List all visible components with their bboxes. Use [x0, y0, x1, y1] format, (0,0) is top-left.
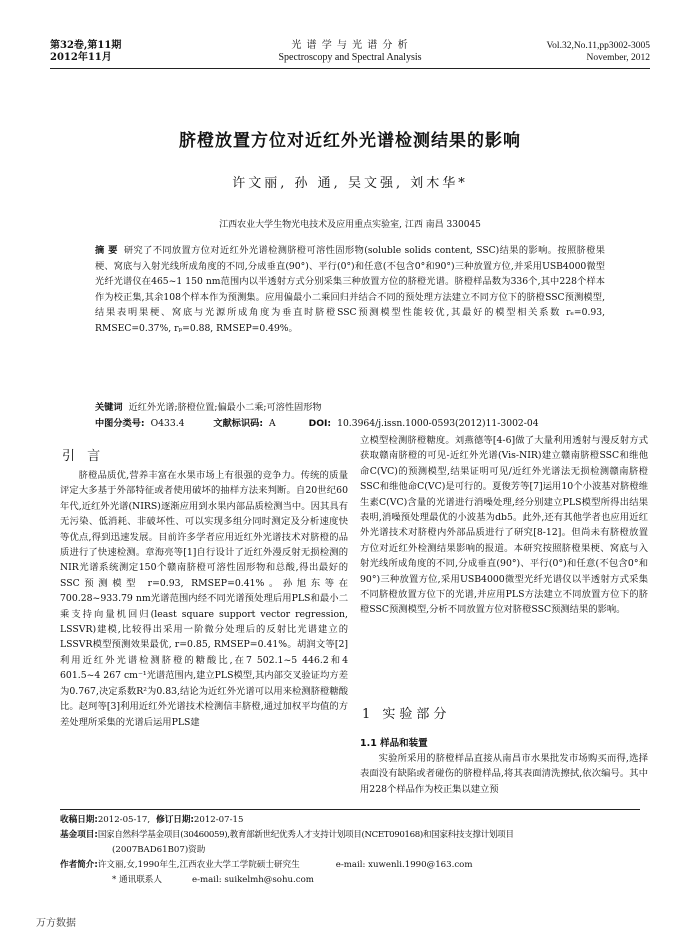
keywords-label: 关键词	[95, 402, 123, 413]
fund-line-2: (2007BAD61B07)资助	[112, 845, 206, 855]
keywords	[95, 401, 615, 414]
clc-label: 中图分类号:	[95, 418, 145, 429]
section1-heading: 1 实验部分	[362, 707, 451, 722]
header-rule	[50, 68, 650, 69]
intro-right-column	[360, 433, 648, 618]
footnote-contact	[60, 873, 650, 888]
watermark: 万方数据	[36, 918, 76, 929]
section1-1-heading: 1.1 样品和装置	[360, 738, 428, 749]
header-journal-cn: 光 谱 学 与 光 谱 分 析	[291, 40, 409, 51]
header-volume-en: Vol.32,No.11,pp3002-3005	[546, 41, 650, 51]
header-date-cn: 2012年11月	[50, 52, 112, 63]
paper-title: 脐橙放置方位对近红外光谱检测结果的影响	[179, 131, 521, 151]
abstract-label: 摘 要	[95, 245, 118, 256]
header-volume-cn: 第32卷,第11期	[50, 40, 122, 51]
footnote-fund	[60, 828, 650, 843]
classification-line	[95, 417, 615, 430]
contact-email: e-mail: suikelmh@sohu.com	[192, 875, 314, 885]
footnote-author	[60, 858, 650, 873]
header-journal-en: Spectroscopy and Spectral Analysis	[278, 52, 422, 63]
received-label: 收稿日期:	[60, 815, 98, 825]
intro-right-paragraph: 立模型检测脐橙糖度。刘燕德等[4-6]做了大量利用透射与漫反射方式获取赣南脐橙的可见-近红外光谱(Vis-NIR)建立赣南脐橙SSC和维他命C(VC)的预测模型,结果证明可见/近红外光谱法无损检测赣南脐橙SSC和维他命C(VC)是可行的。夏俊芳等[7]运用10个小波基对脐橙维生素C(VC)含量的光谱进行消噪处理,经分别建立PLS模型所得出结果表明,消噪预处理最优的小波基为db5。此外,还有其他学者也应用近红外光谱技术对脐橙内外部品质进行了研究[8-12]。但尚未有脐橙放置方位对近红外检测结果影响的报道。本研究按照脐橙果梗、窝底与入射光线所成角度的不同,分成垂直(90°)、平行(0°)和任意(不包含0°和90°)三种放置方位,采用USB4000微型光纤光谱仪以半透射方式采集不同脐橙放置方位下的光谱,并应用PLS方法建立不同放置方位下的脐橙SSC预测模型,分析不同放置方位对脐橙SSC预测结果的影响。	[360, 435, 648, 616]
intro-left-column	[60, 468, 348, 730]
footnotes	[60, 813, 650, 888]
keywords-text: 近红外光谱;脐橙位置;偏最小二乘;可溶性固形物	[128, 402, 322, 413]
received-date: 2012-05-17,	[97, 815, 151, 825]
intro-left-paragraph: 脐橙品质优,营养丰富在水果市场上有很强的竞争力。传统的质量评定大多基于外部特征或者使用破坏的抽样方法来判断。自20世纪60年代,近红外光谱(NIRS)逐渐应用到水果内部品质检测当中。因其具有无污染、低消耗、非破坏性、可以实现多组分同时测定及分析速度快等优点,得到迅速发展。目前许多学者应用近红外光谱技术对脐橙的品质进行了快速检测。章海亮等[1]自行设计了近红外漫反射无损检测的NIR光谱系统测定150个赣南脐橙可溶性固形物和总酸,得出最好的SSC预测模型 r=0.93, RMSEP=0.41%。孙旭东等在700.28~933.79 nm光谱范围内经不同光谱预处理后用PLS和最小二乘支持向量机回归(least square support vector regression, LSSVR)建模,比较得出采用一阶微分处理后的反射比光谱建立的LSSVR模型预测效果最优, r=0.85, RMSEP=0.41%。胡润文等[2]利用近红外光谱检测脐橙的糖酸比,在7 502.1~5 446.2和4 601.5~4 267 cm⁻¹光谱范围内,建立PLS模型,其内部交叉验证均方差为0.767,决定系数R²为0.83,结论为近红外光谱可以用来检测脐橙糖酸比。赵珂等[3]利用近红外光谱技术检测信丰脐橙,通过加权平均值的方差处理所采集的光谱后运用PLS建	[60, 470, 348, 728]
abstract-text: 研究了不同放置方位对近红外光谱检测脐橙可溶性固形物(soluble solids content, SSC)结果的影响。按照脐橙果梗、窝底与入射光线所成角度的不同,分成垂直(90°)、平行(0°)和任意(不包含0°和90°)三种放置方位,并采用USB4000微型光纤光谱仪在465~1 150 nm范围内以半透射方式分别采集三种放置方位的脐橙光谱。脐橙样品数为336个,其中228个样本作为校正集,其余108个样本作为预测集。应用偏最小二乘回归并结合不同的预处理方法建立不同方位下的脐橙SSC预测模型,结果表明果梗、窝底与光源所成角度为垂直时脐橙SSC预测模型性能较优,其最好的模型相关系数 rₑ=0.93, RMSEC=0.37%, rₚ=0.88, RMSEP=0.49%。	[95, 245, 605, 334]
footnote-rule	[60, 809, 640, 810]
doc-code-value: A	[269, 418, 276, 429]
clc-value: O433.4	[150, 418, 185, 429]
author-text: 许文丽,女,1990年生,江西农业大学工学院硕士研究生	[97, 860, 300, 870]
contact-label: * 通讯联系人	[112, 875, 162, 885]
abstract	[95, 243, 605, 336]
intro-heading: 引 言	[62, 449, 105, 464]
fund-label: 基金项目:	[60, 830, 98, 840]
authors: 许文丽, 孙 通, 吴文强, 刘木华*	[232, 176, 468, 191]
footnote-dates	[60, 813, 650, 828]
section1-1-column	[360, 751, 648, 797]
fund-line-1: 国家自然科学基金项目(30460059),教育部新世纪优秀人才支持计划项目(NCET090168)和国家科技支撑计划项目	[97, 830, 514, 840]
author-label: 作者简介:	[60, 860, 98, 870]
doi-label: DOI:	[308, 418, 332, 429]
revised-date: 2012-07-15	[193, 815, 244, 825]
header-issue-en	[547, 40, 650, 64]
header-date-en: November, 2012	[586, 53, 650, 63]
revised-label: 修订日期:	[156, 815, 194, 825]
section1-1-paragraph: 实验所采用的脐橙样品直接从南昌市水果批发市场购买而得,选择表面没有缺陷或者碰伤的脐橙样品,将其表面清洗擦拭,依次编号。其中用228个样品作为校正集以建立预	[360, 753, 648, 795]
doc-code-label: 文献标识码:	[213, 418, 264, 429]
author-email: e-mail: xuwenli.1990@163.com	[335, 860, 473, 870]
affiliation: 江西农业大学生物光电技术及应用重点实验室, 江西 南昌 330045	[219, 220, 481, 230]
doi-value: 10.3964/j.issn.1000-0593(2012)11-3002-04	[337, 418, 539, 429]
